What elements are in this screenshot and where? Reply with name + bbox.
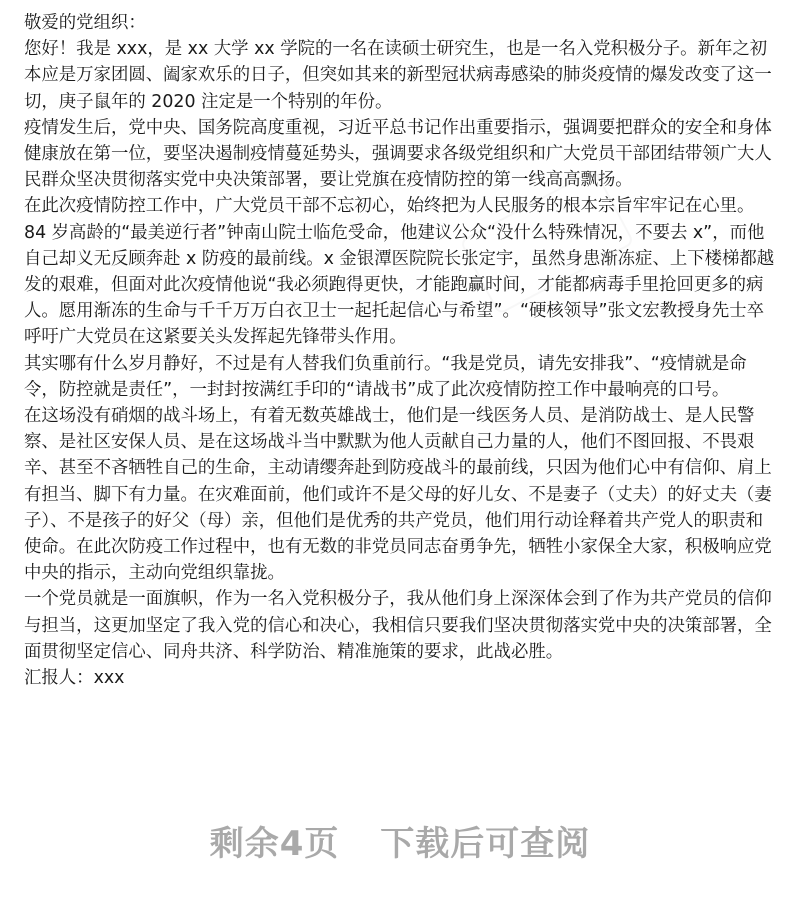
remaining-pages-label: 剩余4页 xyxy=(209,824,340,864)
download-hint-label: 下载后可查阅 xyxy=(380,824,591,864)
paragraph-3: 在此次疫情防控工作中，广大党员干部不忘初心，始终把为人民服务的根本宗旨牢牢记在心里。84 岁高龄的“最美逆行者”钟南山院士临危受命，他建议公众“没什么特殊情况，不要去 x”，而他自己却义无反顾奔赴 x 防疫的最前线。x 金银潭医院院长张定宇，虽然身患渐冻症、上下楼梯都越发的艰难，但面对此次疫情他说“我必须跑得更快，才能跑赢时间，才能都病毒手里抢回更多的病人。愿用渐冻的生命与千千万万白衣卫士一起托起信心与希望”。“硬核领导”张文宏教授身先士卒呼吁广大党员在这紧要关头发挥起先锋带头作用。 xyxy=(24,196,775,348)
cropped-title-remnant xyxy=(230,0,400,2)
paragraph-2: 疫情发生后，党中央、国务院高度重视，习近平总书记作出重要指示，强调要把群众的安全和身体健康放在第一位，要坚决遏制疫情蔓延势头，强调要求各级党组织和广大党员干部团结带领广大人民群众坚决贯彻落实党中央决策部署，要让党旗在疫情防控的第一线高高飘扬。 xyxy=(24,117,772,191)
document-body xyxy=(24,10,776,691)
paragraph-4: 其实哪有什么岁月静好，不过是有人替我们负重前行。“我是党员，请先安排我”、“疫情就是命令，防控就是责任”，一封封按满红手印的“请战书”成了此次疫情防控工作中最响亮的口号。 xyxy=(24,353,747,400)
paragraph-6: 一个党员就是一面旗帜，作为一名入党积极分子，我从他们身上深深体会到了作为共产党员的信仰与担当，这更加坚定了我入党的信心和决心，我相信只要我们坚决贯彻落实党中央的决策部署，全面贯彻坚定信心、同舟共济、科学防治、精准施策的要求，此战必胜。 xyxy=(24,589,772,662)
salutation: 敬爱的党组织： xyxy=(24,13,146,33)
signature: 汇报人：xxx xyxy=(24,668,125,689)
paragraph-1: 您好！我是 xxx，是 xx 大学 xx 学院的一名在读硕士研究生，也是一名入党积极分子。新年之初本应是万家团圆、阖家欢乐的日子，但突如其来的新型冠状病毒感染的肺炎疫情的爆发改变了这一切，庚子鼠年的 2020 注定是一个特别的年份。 xyxy=(24,39,772,112)
download-prompt[interactable] xyxy=(0,816,800,865)
paragraph-5: 在这场没有硝烟的战斗场上，有着无数英雄战士，他们是一线医务人员、是消防战士、是人民警察、是社区安保人员、是在这场战斗当中默默为他人贡献自己力量的人，他们不图回报、不畏艰辛、甚至不吝牺牲自己的生命，主动请缨奔赴到防疫战斗的最前线，只因为他们心中有信仰、肩上有担当、脚下有力量。在灾难面前，他们或许不是父母的好儿女、不是妻子（丈夫）的好丈夫（妻子）、不是孩子的好父（母）亲，但他们是优秀的共产党员，他们用行动诠释着共产党人的职责和使命。在此次防疫工作过程中，也有无数的非党员同志奋勇争先，牺牲小家保全大家，积极响应党中央的指示，主动向党组织靠拢。 xyxy=(24,406,772,584)
